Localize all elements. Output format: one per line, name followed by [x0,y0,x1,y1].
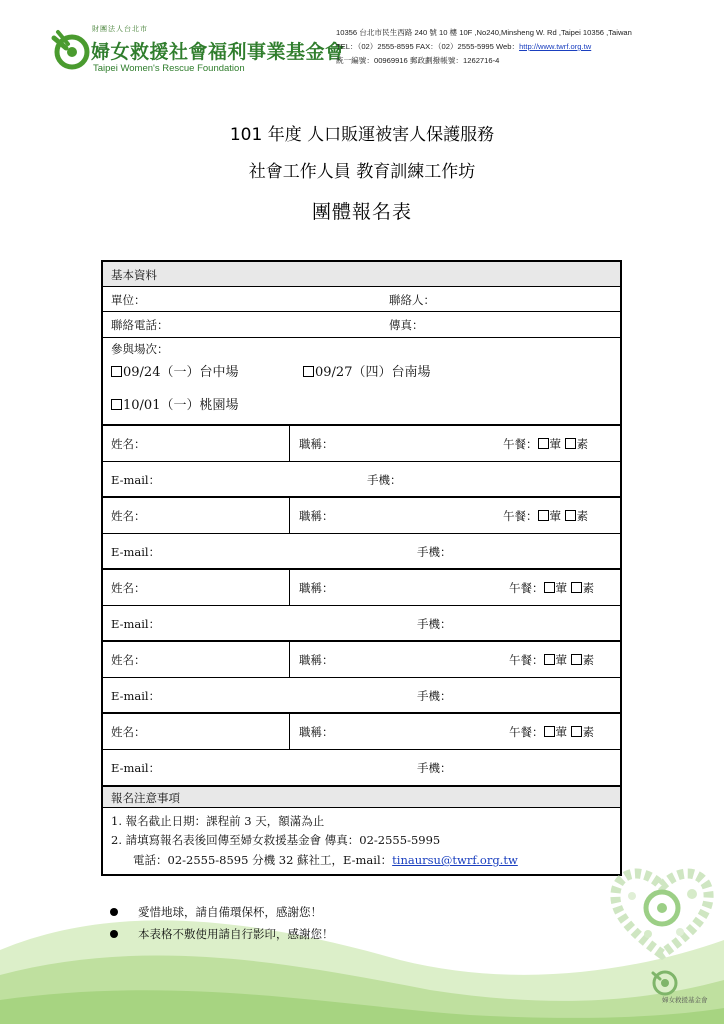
org-english-name: Taipei Women's Rescue Foundation [93,63,245,74]
contact-person-label: 聯絡人： [389,293,435,307]
checkbox-icon[interactable] [538,438,549,449]
form-title: 團體報名表 [311,201,412,223]
phone-row[interactable] [103,312,620,338]
basic-info-header: 基本資料 [111,268,157,282]
name-label: 姓名： [111,509,146,523]
notes-header: 報名注意事項 [111,791,180,805]
email-label: E-mail： [111,617,161,631]
participant-4-row-b[interactable] [103,678,620,714]
divider [289,570,290,605]
participant-3-row-b[interactable] [103,606,620,642]
notes-body [103,808,620,874]
mobile-label: 手機： [417,689,452,703]
footer-org-name: 婦女救援基金會 [662,996,708,1004]
checkbox-icon[interactable] [571,654,582,665]
org-name: 婦女救援社會福利事業基金會 [91,41,345,63]
note-1: 1. 報名截止日期：課程前 3 天，額滿為止 [111,814,325,828]
checkbox-icon[interactable] [571,582,582,593]
title-line-2: 社會工作人員 教育訓練工作坊 [248,162,476,182]
email-label: E-mail： [111,761,161,775]
participant-5-row-b[interactable] [103,750,620,786]
job-title-label: 職稱： [299,437,334,451]
lunch-options[interactable]: 午餐： 葷 素 [509,653,595,667]
name-label: 姓名： [111,437,146,451]
unit-label: 單位： [111,293,146,307]
notes-header-row [103,786,620,808]
registration-form [101,260,622,876]
job-title-label: 職稱： [299,509,334,523]
org-website-link[interactable]: http://www.twrf.org.tw [519,42,592,51]
footer-logo-icon [650,968,680,998]
heart-collage-decoration-icon [608,858,716,966]
lunch-options[interactable]: 午餐： 葷 素 [503,509,589,523]
participant-1-row-b[interactable] [103,462,620,498]
divider [289,714,290,749]
checkbox-icon[interactable] [544,582,555,593]
job-title-label: 職稱： [299,653,334,667]
divider [289,426,290,461]
name-label: 姓名： [111,725,146,739]
mobile-label: 手機： [367,473,402,487]
email-label: E-mail： [111,545,161,559]
participant-2-row-b[interactable] [103,534,620,570]
divider [289,642,290,677]
org-small-label: 財團法人台北市 [92,25,148,33]
participant-5-row-a[interactable] [103,714,620,750]
checkbox-icon[interactable] [544,654,555,665]
mobile-label: 手機： [417,761,452,775]
session-tainan[interactable]: 09/27（四）台南場 [303,361,430,380]
phone-label: 聯絡電話： [111,318,169,332]
participant-2-row-a[interactable] [103,498,620,534]
org-ids: 統一編號：00969916 郵政劃撥帳號：1262716-4 [336,56,500,65]
foundation-logo-icon [50,28,90,74]
lunch-options[interactable]: 午餐： 葷 素 [509,725,595,739]
note-3: 電話：02-2555-8595 分機 32 蘇社工，E-mail：tinaursu@twrf.org.tw [133,853,518,867]
job-title-label: 職稱： [299,581,334,595]
lunch-options[interactable]: 午餐： 葷 素 [509,581,595,595]
lunch-options[interactable]: 午餐： 葷 素 [503,437,589,451]
participant-1-row-a[interactable] [103,426,620,462]
checkbox-icon[interactable] [111,366,122,377]
email-label: E-mail： [111,473,161,487]
name-label: 姓名： [111,581,146,595]
session-row [103,338,620,426]
letterhead [0,0,724,90]
contact-email-link[interactable]: tinaursu@twrf.org.tw [392,853,518,867]
checkbox-icon[interactable] [565,510,576,521]
name-label: 姓名： [111,653,146,667]
session-taichung[interactable]: 09/24（一）台中場 [111,361,238,380]
note-2: 2. 請填寫報名表後回傳至婦女救援基金會 傳真：02-2555-5995 [111,833,441,847]
checkbox-icon[interactable] [303,366,314,377]
email-label: E-mail： [111,689,161,703]
checkbox-icon[interactable] [538,510,549,521]
title-line-1: 101 年度 人口販運被害人保護服務 [229,125,495,145]
checkbox-icon[interactable] [111,399,122,410]
basic-info-header-row [103,262,620,287]
org-address: 10356 台北市民生西路 240 號 10 樓 10F ,No240,Minsheng W. Rd ,Taipei 10356 ,Taiwan [336,28,632,37]
mobile-label: 手機： [417,545,452,559]
session-taoyuan[interactable]: 10/01（一）桃園場 [111,394,238,413]
unit-row[interactable] [103,287,620,312]
participant-3-row-a[interactable] [103,570,620,606]
bullet-icon [110,930,118,938]
job-title-label: 職稱： [299,725,334,739]
divider [289,498,290,533]
checkbox-icon[interactable] [565,438,576,449]
fax-label: 傳真： [389,318,424,332]
mobile-label: 手機： [417,617,452,631]
checkbox-icon[interactable] [571,726,582,737]
participant-4-row-a[interactable] [103,642,620,678]
session-label: 參與場次： [111,342,169,356]
org-tel-fax: TEL：（02）2555-8595 FAX：（02）2555-5995 Web：http://www.twrf.org.tw [336,42,592,51]
bullet-icon [110,908,118,916]
checkbox-icon[interactable] [544,726,555,737]
